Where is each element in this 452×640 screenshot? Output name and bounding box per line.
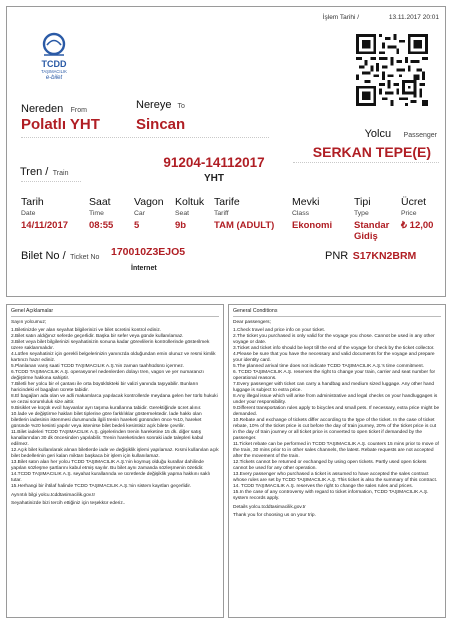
route-labels: [21, 99, 185, 117]
terms-item: 10.İade ve değiştirme hakları bilet tiplerine göre farklılıklar göstermektedir. İade hakkı olan biletlerin iadesinin istenmesi durumunda ilgili trenin hareketi gününden önce %10, hareket gününde %20 kesinti yapılır veya istenirse bilet bedeli kesintisiz açık bilete çevrilir.: [11, 412, 202, 429]
field-time-sublabel: Time: [89, 210, 104, 217]
ticket-no-sublabel: Ticket No: [70, 254, 100, 261]
field-class: [292, 196, 332, 231]
terms-item: 6. TCDD TAŞIMACILIK A.Ş. reserves the right to change your train, carrier and seat number for operational reasons.: [233, 370, 436, 381]
passenger-divider: [293, 162, 439, 163]
ticket-no-label: Bilet No /: [21, 250, 66, 262]
sales-channel: İnternet: [131, 265, 157, 272]
field-date-label: Tarih: [21, 196, 44, 208]
field-tariff-sublabel: Tariff: [214, 210, 229, 217]
general-terms-en: [228, 304, 446, 618]
terms-item: 11.Ticket rebate can be performed in TCDD TAŞIMACILIK A.Ş. counters 15 mins prior to move of the train, 30 mins prior to in other sales channels, the latest. Rebate requests are not accepted after the movement of the train.: [233, 442, 439, 459]
terms-item: 10.Rebate and exchange of tickets differ according to the type of the ticket. In the case of ticket rebate, 10% of the ticket price is cut before the day of train journey, 20% of the ticket price is cut in the day of train journey or all ticket price is converted to open ticket if demanded by the passenger.: [233, 418, 437, 441]
terms-item: 8.Any illegal issue which will arise from administrative and legal checks on your handluggages is under your responsibility.: [233, 394, 438, 405]
terms-item: 14. TCDD TAŞIMACILIK A.Ş. reserves the right to change the sales rules and prices.: [233, 484, 413, 489]
field-price-label: Ücret: [401, 196, 427, 208]
terms-item: 4.Lütfen seyahatiniz için gerekli belgelerinizin yanınızda olduğundan emin olunuz ve resmi kimlik kartınızı hazır ediniz.: [11, 352, 216, 363]
passenger-name: SERKAN TEPE(E): [312, 144, 431, 160]
field-type-label: Tipi: [354, 196, 371, 208]
terms-tr-thanks: Seyahatinizde bizi tercih ettiğiniz için teşekkür ederiz..: [11, 501, 126, 506]
field-car-sublabel: Car: [134, 210, 145, 217]
to-value: Sincan: [136, 116, 186, 133]
from-sublabel: From: [70, 107, 87, 114]
terms-item: 6.TCDD TAŞIMACILIK A.Ş. operasyonel nedenlerden dolayı tren, vagon ve yer numaranızı değiştirme hakkına sahiptir.: [11, 370, 204, 381]
terms-item: 3.Ticket and ticket info should be kept till the end of the voyage for check by the ticket collector.: [233, 346, 435, 351]
general-terms-tr: [6, 304, 224, 618]
terms-tr-title: Genel Açıklamalar: [11, 308, 219, 317]
field-car-value: 5: [134, 220, 140, 231]
tcdd-brand-name: TCDD: [41, 59, 67, 69]
field-price-value: ₺ 12,00: [401, 220, 434, 231]
field-time: [89, 196, 113, 231]
terms-en-list: [233, 328, 441, 502]
field-date: [21, 196, 68, 231]
ebilet-tag: e-bilet: [45, 75, 63, 81]
terms-item: 9.Different transportation rules apply to bicycles and small pets. If necessary, extra price might be demanded.: [233, 406, 440, 417]
terms-item: 7.Every passenger with ticket can carry a handbag and medium sized luggage. Any other hand luggage is subject to extra price.: [233, 382, 435, 393]
field-price: [401, 196, 433, 231]
ticket-no-label-row: [21, 246, 99, 264]
passenger-sublabel: Passenger: [403, 132, 437, 139]
train-sublabel: Train: [52, 170, 69, 177]
field-type-sublabel: Type: [354, 210, 369, 217]
field-type: [354, 196, 389, 242]
from-label: Nereden: [21, 103, 64, 115]
transaction-date-label: İşlem Tarihi /: [322, 14, 360, 21]
tcdd-brand-sub: TAŞIMACILIK: [41, 69, 67, 74]
terms-item: 4.Please be sure that you have the necessary and valid documents for the voyage and prepare your identity card.: [233, 352, 435, 363]
ticket-number: 170010Z3EJO5: [111, 246, 186, 258]
terms-en-thanks: Thank you for choosing us on your trip.: [233, 513, 316, 518]
field-seat: [175, 196, 204, 231]
to-label: [136, 99, 185, 111]
terms-item: 13.Bilet satın alan her yolcu TCDD TAŞIMACILIK A.Ş.'nin koymuş olduğu kurallar dahilinde yapılan sözleşme şartlarını kabul etmiş sayılır. Bu bilet aynı zamanda sözleşmenin özetidir.: [11, 460, 204, 471]
field-tariff-label: Tarife: [214, 196, 240, 208]
pnr-value: S17KN2BRM: [352, 250, 417, 262]
terms-item: 12.Açık bilet kullanılarak alınan biletlerde iade ve değişiklik işlemi yapılamaz. Kısmi kullanılan açık bilet bedellerinin geri kalan miktarı başkaca bir işlem için kullanılamaz.: [11, 448, 219, 459]
terms-item: 8.El bagajları ada olan ve adli makamlarca yapılacak kontrollerde meydana gelen her türlü hukuki ve cezai sorumluluk size aittir.: [11, 394, 218, 405]
terms-item: 15.Herhangi bir ihtilaf halinde TCDD TAŞIMACILIK A.Ş.'nin sistem kayıtları geçerlidir.: [11, 484, 192, 489]
ticket-card: [6, 6, 446, 297]
field-seat-label: Koltuk: [175, 196, 205, 208]
terms-tr-greeting: Sayın yolcumuz;: [11, 320, 47, 325]
train-name: YHT: [204, 173, 224, 184]
from-value: Polatlı YHT: [21, 116, 100, 133]
field-time-value: 08:55: [89, 220, 114, 231]
pnr-label: PNR: [325, 250, 349, 262]
terms-item: 5.Planlanan varış saati TCDD TAŞIMACILIK A.Ş.'nin zaman taahhüdünü içermez.: [11, 364, 185, 369]
field-seat-value: 9b: [175, 220, 187, 231]
train-label-row: [20, 162, 68, 180]
terms-item: 1.Check travel and price info on your ticket.: [233, 328, 325, 333]
field-seat-sublabel: Seat: [175, 210, 189, 217]
field-tariff: [214, 196, 274, 231]
terms-item: 7.Biletli her yolcu bir el çantası ile orta büyüklükteki bir valizi yanında taşıyabilir. Bunların haricindeki el bagajları ücrete tabidir.: [11, 382, 199, 393]
terms-en-title: General Conditions: [233, 308, 441, 317]
field-type-direction: Gidiş: [354, 231, 378, 242]
to-label-text: Nereye: [136, 99, 172, 111]
terms-item: 3.Bilet veya bilet bilgilerinizi seyahatinizin sonuna kadar görevlilerin kontrollerinde gösterilmek üzere saklanmalıdır.: [11, 340, 210, 351]
field-date-sublabel: Date: [21, 210, 36, 217]
field-date-value: 14/11/2017: [21, 220, 69, 231]
field-type-value: Standar: [354, 220, 390, 231]
terms-tr-list: [11, 328, 219, 490]
passenger-label: Yolcu: [364, 128, 392, 140]
route-divider: [21, 137, 269, 138]
qr-code: [356, 34, 428, 106]
field-class-label: Mevki: [292, 196, 320, 208]
train-label: Tren /: [20, 166, 49, 178]
passenger-label-row: [365, 124, 437, 142]
terms-item: 13.Every passenger who purchased a ticket is assumed to have accepted the sales contract whose rules are set by TCDD TAŞIMACILIK A.Ş. This ticket is also the summary of this contract.: [233, 472, 438, 483]
field-car: [134, 196, 164, 231]
terms-en-greeting: Dear passengers;: [233, 320, 271, 325]
tcdd-logo-icon: [36, 31, 72, 75]
terms-tr-details: Ayrıntılı bilgi yolcu.tcddtasimacilik.gov.tr: [11, 493, 96, 498]
field-time-label: Saat: [89, 196, 111, 208]
pnr: [325, 246, 416, 264]
transaction-date-value: 13.11.2017 20:01: [388, 14, 439, 21]
terms-item: 2.The ticket you purchased is only valid for the voyage you chose. Cannot be used in any other voyage or date.: [233, 334, 435, 345]
terms-item: 2.Bilet satın aldığınız seferde geçerlidir. Başka bir sefer veya günde kullanılamaz.: [11, 334, 184, 339]
transaction-date: [323, 14, 439, 21]
to-sublabel: To: [177, 103, 185, 110]
terms-en-details: Details yolcu.tcddtasimacilik.gov.tr: [233, 505, 306, 510]
terms-item: 12.Tickets cannot be returned or exchanged by using open tickets. Partly used open tickets cannot be used for any other operation.: [233, 460, 427, 471]
tcdd-logo: [36, 31, 72, 83]
field-class-sublabel: Class: [292, 210, 309, 217]
terms-item: 15.In the case of any controversy with regard to ticket information, TCDD TAŞIMACILIK A.Ş. system records apply.: [233, 490, 429, 501]
field-tariff-value: TAM (ADULT): [214, 220, 275, 231]
terms-item: 14.TCDD TAŞIMACILIK A.Ş. seyahat kurallarında ve ücretlerde değişiklik yapma hakkını saklı tutar.: [11, 472, 210, 483]
terms-item: 1.Biletinizde yer alan seyahat bilgilerinizi ve bilet ücretini kontrol ediniz.: [11, 328, 162, 333]
field-car-label: Vagon: [134, 196, 164, 208]
terms-item: 11.Bilet iadeleri TCDD TAŞIMACILIK A.Ş. gişelerinden trenin hareketine 15 dk. diğer satış kanallarından 30 dk öncesinden yapılabilir. Trenin hareketinden sonraki iade talepleri kabul edilmez.: [11, 430, 204, 447]
terms-item: 9.Bisiklet ve küçük evcil hayvanlar ayrı taşıma kurallarına tabidir. Gerektiğinde ücret alınır.: [11, 406, 202, 411]
train-number: 91204-14112017: [163, 155, 265, 170]
field-price-sublabel: Price: [401, 210, 417, 217]
train-divider: [21, 181, 81, 182]
terms-item: 5.The planned arrival time does not indicate TCDD TAŞIMACILIK A.Ş.'s time commitment.: [233, 364, 425, 369]
field-class-value: Ekonomi: [292, 220, 333, 231]
